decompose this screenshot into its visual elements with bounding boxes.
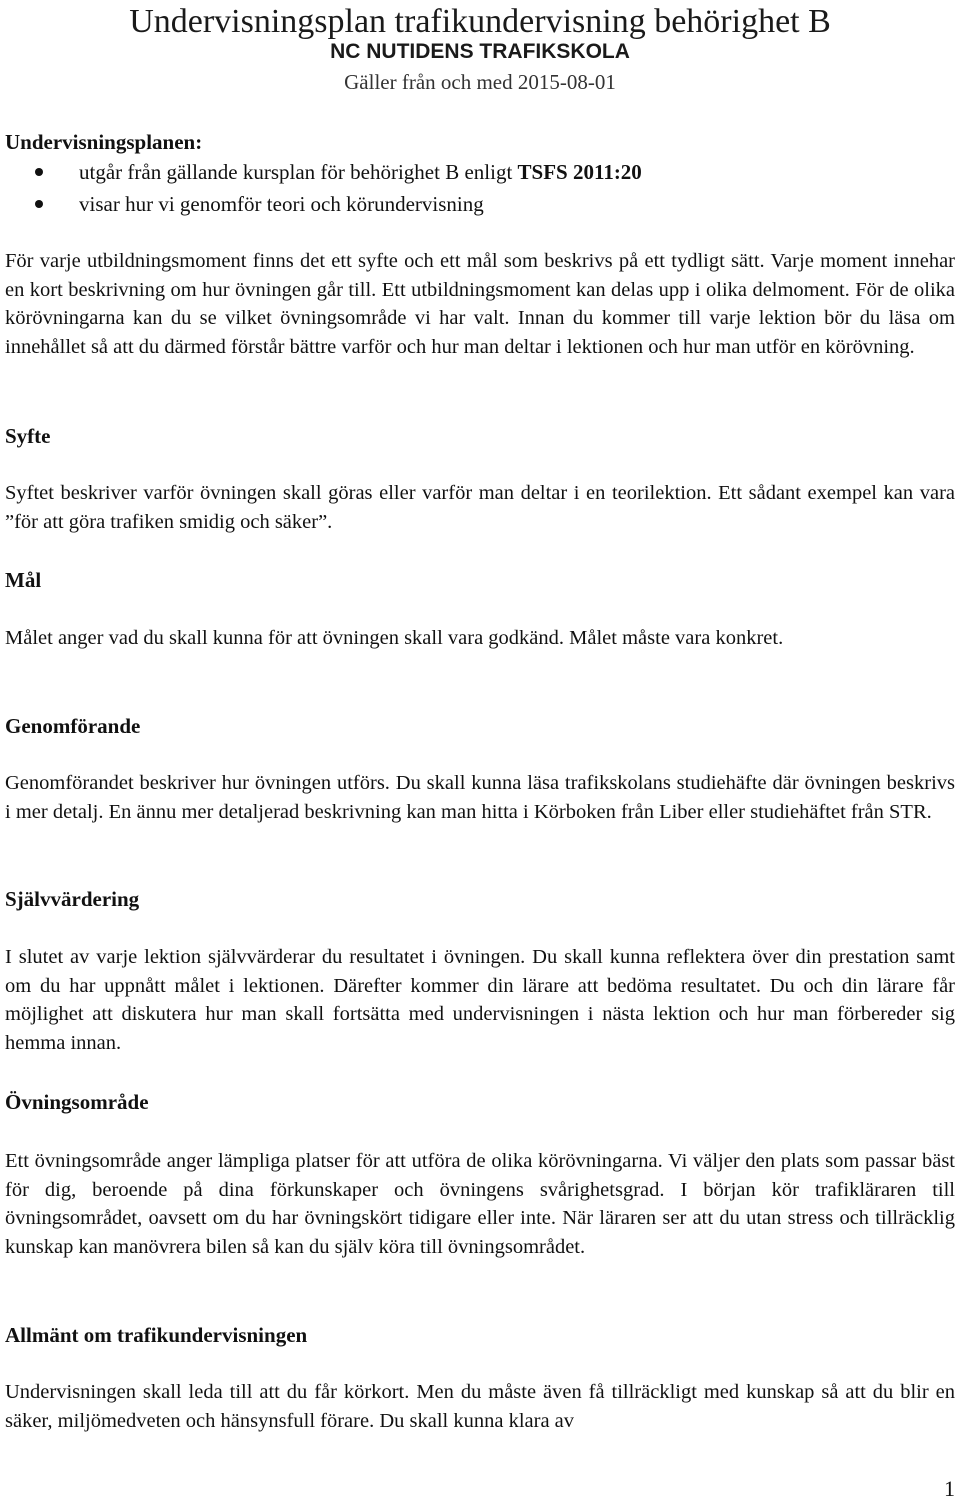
section-heading-mal: Mål	[5, 568, 42, 592]
school-name: NC NUTIDENS TRAFIKSKOLA	[330, 40, 630, 63]
section-text-allmant: Undervisningen skall leda till att du får körkort. Men du måste även få tillräckligt med kunskap så att du blir en säker, miljömedveten och hänsynsfull förare. Du skall kunna klara av	[5, 1381, 955, 1432]
intro-heading: Undervisningsplanen:	[5, 130, 203, 154]
bullet-text: utgår från gällande kursplan för behörighet B enligt TSFS 2011:20	[79, 160, 642, 184]
section-text-ovningsomrade: Ett övningsområde anger lämpliga platser för att utföra de olika körövningarna. Vi väljer den plats som passar bäst för dig, beroende på dina förkunskaper och övningens svårighetsgrad. I början kör trafikläraren till övningsområdet, oavsett om du har övningskört tidigare eller inte. När läraren ser att du utan stress och tillräcklig kunskap kan manövrera bilen så kan du själv köra till övningsområdet.	[5, 1150, 955, 1258]
bullet-item	[0, 158, 960, 190]
document-title: Undervisningsplan trafikundervisning behörighet B	[129, 3, 831, 40]
section-text-syfte: Syftet beskriver varför övningen skall göras eller varför man deltar i en teorilektion. Ett sådant exempel kan vara ”för att göra trafiken smidig och säker”.	[5, 482, 955, 533]
bullet-dot-icon	[35, 200, 43, 208]
intro-paragraph: För varje utbildningsmoment finns det ett syfte och ett mål som beskrivs på ett tydligt sätt. Varje moment innehar en kort beskrivning om hur övningen går till. Ett utbildningsmoment kan delas upp i olika delmoment. För de olika körövningarna kan du se vilket övningsområde vi har valt. Innan du kommer till varje lektion bör du läsa om innehållet så att du därmed förstår bättre varför och hur man deltar i lektionen och hur man utför en körövning.	[5, 250, 955, 358]
section-heading-ovningsomrade: Övningsområde	[5, 1090, 149, 1114]
bullet-bold-text: TSFS 2011:20	[517, 160, 642, 184]
bullet-dot-icon	[35, 168, 43, 176]
section-text-mal: Målet anger vad du skall kunna för att övningen skall vara godkänd. Målet måste vara konkret.	[5, 627, 784, 649]
section-heading-sjalvvardering: Självvärdering	[5, 887, 140, 911]
bullet-item	[0, 190, 960, 222]
section-text-genomforande: Genomförandet beskriver hur övningen utförs. Du skall kunna läsa trafikskolans studiehäfte där övningen beskrivs i mer detalj. En ännu mer detaljerad beskrivning kan man hitta i Körboken från Liber eller studiehäftet från STR.	[5, 772, 955, 823]
valid-from-date: Gäller från och med 2015-08-01	[344, 70, 616, 94]
section-heading-syfte: Syfte	[5, 424, 51, 448]
intro-bullet-list	[0, 158, 960, 222]
section-text-sjalvvardering: I slutet av varje lektion självvärderar du resultatet i övningen. Du skall kunna reflektera över din prestation samt om du har uppnått målet i lektionen. Därefter kommer din lärare att bedöma resultatet. Du och din lärare får möjlighet att diskutera hur man skall fortsätta med undervisningen i nästa lektion och hur man förbereder sig hemma innan.	[5, 946, 955, 1054]
bullet-text: visar hur vi genomför teori och körundervisning	[79, 192, 484, 216]
section-heading-allmant: Allmänt om trafikundervisningen	[5, 1323, 308, 1347]
page-number: 1	[944, 1476, 955, 1501]
section-heading-genomforande: Genomförande	[5, 714, 141, 738]
